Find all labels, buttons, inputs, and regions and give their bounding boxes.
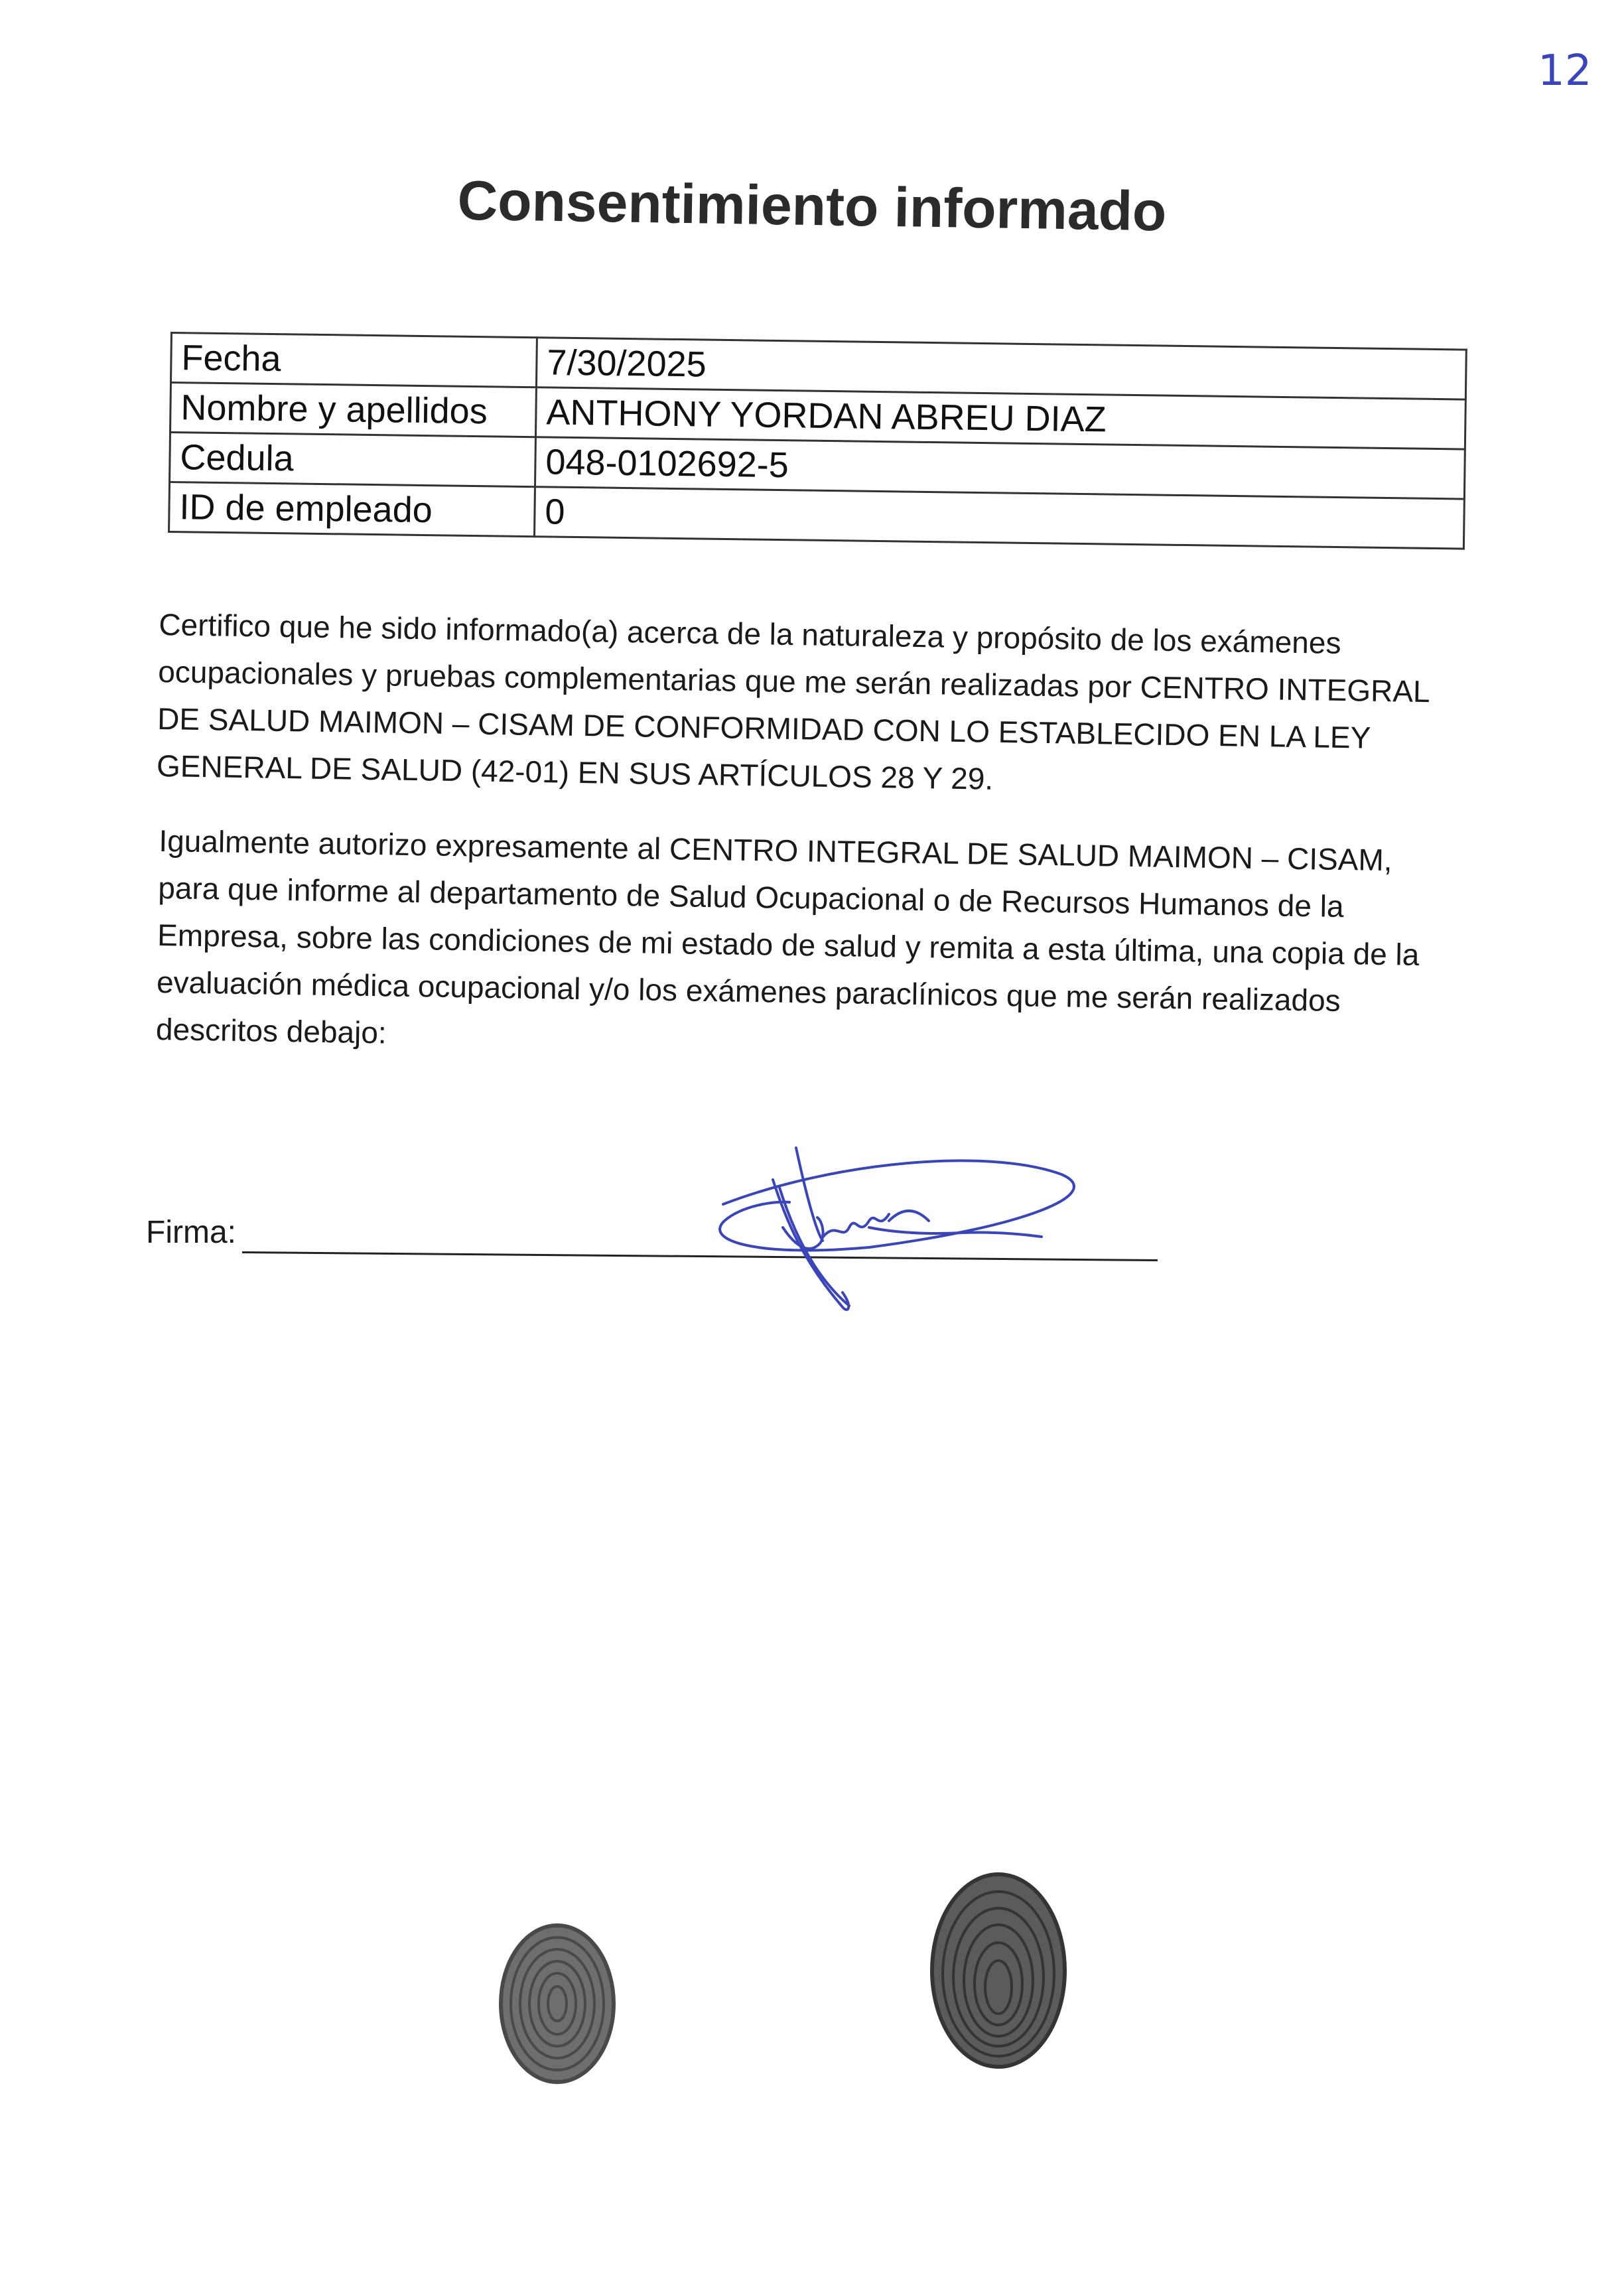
row-label: ID de empleado [169,482,535,537]
row-value: ANTHONY YORDAN ABREU DIAZ [535,387,1465,449]
left-thumbprint [488,1911,634,2097]
row-value: 7/30/2025 [536,338,1466,399]
row-value: 048-0102692-5 [535,437,1465,499]
row-label: Cedula [170,433,536,487]
signature-label: Firma: [146,1215,236,1250]
row-label: Nombre y apellidos [170,383,537,437]
row-label: Fecha [170,333,537,387]
consent-paragraph-2: Igualmente autorizo expresamente al CENTRO INTEGRAL DE SALUD MAIMON – CISAM, para que informe al departamento de Salud Ocupacional o de Recursos Humanos de la Empresa, sobre las condiciones de mi estado de salud y remita a esta última, una copia de la evaluación médica ocupacional y/o los exámenes paraclínicos que me serán realizados descritos debajo: [155,823,1420,1050]
info-table [168,332,1467,550]
handwritten-signature [557,1121,1141,1347]
consent-paragraph-1: Certifico que he sido informado(a) acerca de la naturaleza y propósito de los exámenes ocupacionales y pruebas complementarias que me serán realizadas por CENTRO INTEGRAL DE SALUD MAIMON – CISAM DE CONFORMIDAD CON LO ESTABLECIDO EN LA LEY GENERAL DE SALUD (42-01) EN SUS ARTÍCULOS 28 Y 29. [156,606,1430,796]
signature-area [146,1121,1181,1347]
page-number: 12 [1538,46,1592,96]
row-value: 0 [535,487,1465,549]
right-thumbprint [922,1864,1081,2083]
page-title: Consentimiento informado [456,169,1168,243]
